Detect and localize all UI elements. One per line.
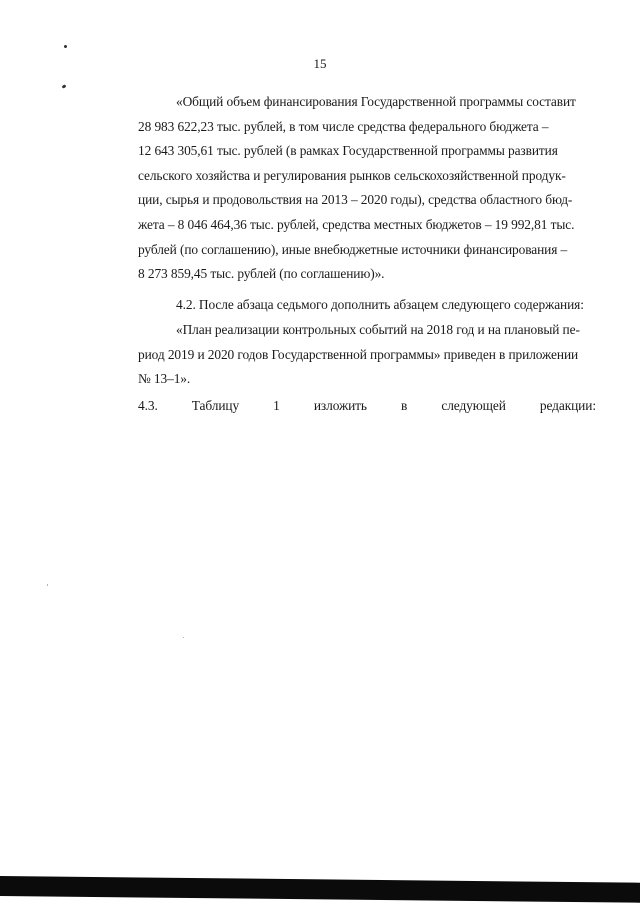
scan-speck bbox=[47, 584, 48, 586]
text-line: 28 983 622,23 тыс. рублей, в том числе средства федерального бюджета – bbox=[138, 118, 549, 134]
text-line: 12 643 305,61 тыс. рублей (в рамках Государственной программы развития bbox=[138, 143, 558, 159]
word: в bbox=[401, 398, 408, 413]
word: изложить bbox=[313, 398, 367, 413]
text-line-content: «Общий объем финансирования Государственной программы составит bbox=[176, 94, 576, 109]
word: следующей bbox=[441, 398, 506, 413]
text-line: «План реализации контрольных событий на 2018 год и на плановый пе- bbox=[176, 322, 580, 337]
text-line: сельского хозяйства и регулирования рынков сельскохозяйственной продук- bbox=[138, 167, 566, 183]
word: редакции: bbox=[539, 398, 596, 413]
text-line: жета – 8 046 464,36 тыс. рублей, средства местных бюджетов – 19 992,81 тыс. bbox=[138, 216, 575, 232]
word: 1 bbox=[273, 398, 280, 413]
scan-edge-bar bbox=[0, 876, 640, 903]
word: Таблицу bbox=[191, 398, 240, 413]
text-line bbox=[100, 394, 596, 419]
text-line: рублей (по соглашению), иные внебюджетные источники финансирования – bbox=[138, 241, 568, 257]
text-line: 4.2. После абзаца седьмого дополнить абзацем следующего содержания: bbox=[176, 297, 584, 312]
paragraph-item-4-2 bbox=[100, 293, 596, 318]
word: 4.3. bbox=[138, 398, 158, 413]
scan-speck bbox=[183, 637, 184, 638]
scan-speck bbox=[64, 45, 67, 48]
paragraph-financing-total bbox=[100, 90, 596, 287]
text-line: 8 273 859,45 тыс. рублей (по соглашению)». bbox=[138, 266, 385, 282]
text-line: № 13–1». bbox=[138, 371, 191, 387]
text-line: ции, сырья и продовольствия на 2013 – 2020 годы), средства областного бюд- bbox=[138, 192, 573, 208]
text-line bbox=[100, 90, 596, 115]
scan-speck bbox=[62, 84, 67, 89]
page-number: 15 bbox=[313, 56, 327, 71]
paragraph-control-events-plan bbox=[100, 318, 596, 392]
paragraph-item-4-3 bbox=[100, 394, 596, 419]
text-line: риод 2019 и 2020 годов Государственной программы» приведен в приложении bbox=[138, 346, 579, 362]
